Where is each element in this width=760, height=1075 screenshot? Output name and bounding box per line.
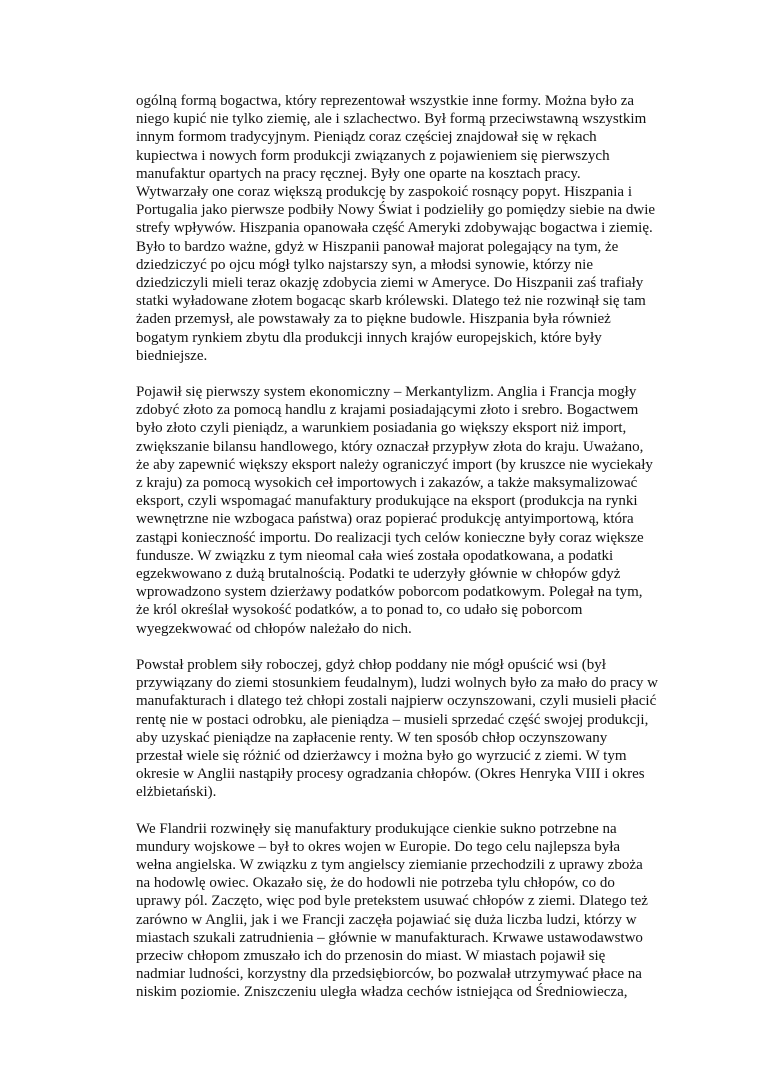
text-line: miastach szukali zatrudnienia – głównie w manufakturach. Krwawe ustawodawstwo (136, 929, 643, 946)
text-line: innym formom tradycyjnym. Pieniądz coraz częściej znajdował się w rękach (136, 129, 597, 146)
paragraph-4 (136, 820, 681, 1002)
text-line: biedniejsze. (136, 347, 208, 364)
text-line: fundusze. W związku z tym nieomal cała wieś została opodatkowana, a podatki (136, 547, 614, 564)
text-line: okresie w Anglii nastąpiły procesy ogradzania chłopów. (Okres Henryka VIII i okres (136, 766, 645, 783)
text-line: na hodowlę owiec. Okazało się, że do hodowli nie potrzeba tylu chłopów, co do (136, 875, 615, 892)
text-line: z kraju) za pomocą wysokich ceł importowych i zakazów, a także maksymalizować (136, 475, 638, 492)
text-line: zdobyć złoto za pomocą handlu z krajami posiadającymi złoto i srebro. Bogactwem (136, 402, 639, 419)
text-line: niskim poziomie. Zniszczeniu uległa władza cechów istniejąca od Średniowiecza, (136, 984, 628, 1001)
text-line: że król określał wysokość podatków, a to ponad to, co udało się poborcom (136, 602, 583, 619)
text-line: manufakturach i dlatego też chłopi zostali najpierw oczynszowani, czyli musieli płacić (136, 693, 657, 710)
text-line: że aby zapewnić większy eksport należy ograniczyć import (by kruszce nie wyciekały (136, 456, 653, 473)
text-line: wewnętrzne nie wzbogaca państwa) oraz popierać produkcję antyimportową, która (136, 511, 634, 528)
paragraph-3 (136, 656, 681, 802)
text-line: wełna angielska. W związku z tym angielscy ziemianie przechodzili z uprawy zboża (136, 856, 643, 873)
text-line: żaden przemysł, ale powstawały za to piękne budowle. Hiszpania była również (136, 311, 611, 328)
text-line: wyegzekwować od chłopów należało do nich. (136, 620, 412, 637)
document-body (136, 92, 681, 1020)
text-line: egzekwowano z dużą brutalnością. Podatki te uderzyły głównie w chłopów gdyż (136, 566, 621, 583)
text-line: zwiększanie bilansu handlowego, który oznaczał przypływ złota do kraju. Uważano, (136, 438, 644, 455)
text-line: dziedziczyć po ojcu mógł tylko najstarszy syn, a młodsi synowie, którzy nie (136, 256, 593, 273)
paragraph-2 (136, 383, 681, 638)
text-line: strefy wpływów. Hiszpania opanowała część Ameryki zdobywając bogactwa i ziemię. (136, 220, 653, 237)
text-line: Portugalia jako pierwsze podbiły Nowy Świat i podzieliły go pomiędzy siebie na dwie (136, 202, 656, 219)
text-line: manufaktur opartych na pracy ręcznej. Były one oparte na kosztach pracy. (136, 165, 581, 182)
text-line: rentę nie w postaci odrobku, ale pieniądza – musieli sprzedać część swojej produkcji, (136, 711, 649, 728)
text-line: mundury wojskowe – był to okres wojen w Europie. Do tego celu najlepsza była (136, 838, 621, 855)
paragraph-1 (136, 92, 681, 365)
text-line: uprawy pól. Zaczęto, więc pod byle pretekstem usuwać chłopów z ziemi. Dlatego też (136, 893, 648, 910)
text-line: było złoto czyli pieniądz, a warunkiem posiadania go większy eksport niż import, (136, 420, 627, 437)
text-line: Wytwarzały one coraz większą produkcję by zaspokoić rosnący popyt. Hiszpania i (136, 184, 632, 201)
text-line: statki wyładowane złotem bogacąc skarb królewski. Dlatego też nie rozwinął się tam (136, 293, 646, 310)
text-line: elżbietański). (136, 784, 217, 801)
text-line: Było to bardzo ważne, gdyż w Hiszpanii panował majorat polegający na tym, że (136, 238, 619, 255)
text-line: eksport, czyli wspomagać manufaktury produkujące na eksport (produkcja na rynki (136, 493, 638, 510)
text-line: dziedziczyli mieli teraz okazję zdobycia ziemi w Ameryce. Do Hiszpanii zaś trafiały (136, 275, 644, 292)
text-line: przestał wiele się różnić od dzierżawcy i można było go wyrzucić z ziemi. W tym (136, 747, 627, 764)
text-line: bogatym rynkiem zbytu dla produkcji innych krajów europejskich, które były (136, 329, 602, 346)
text-line: Pojawił się pierwszy system ekonomiczny – Merkantylizm. Anglia i Francja mogły (136, 384, 637, 401)
text-line: przeciw chłopom zmuszało ich do przenosin do miast. W miastach pojawił się (136, 947, 606, 964)
text-line: We Flandrii rozwinęły się manufaktury produkujące cienkie sukno potrzebne na (136, 820, 617, 837)
text-line: kupiectwa i nowych form produkcji związanych z pojawieniem się pierwszych (136, 147, 610, 164)
text-line: wprowadzono system dzierżawy podatków poborcom podatkowym. Polegał na tym, (136, 584, 643, 601)
text-line: Powstał problem siły roboczej, gdyż chłop poddany nie mógł opuścić wsi (był (136, 656, 606, 673)
text-line: zastąpi konieczność importu. Do realizacji tych celów konieczne były coraz większe (136, 529, 644, 546)
text-line: przywiązany do ziemi stosunkiem feudalnym), ludzi wolnych było za mało do pracy w (136, 675, 658, 692)
text-line: niego kupić nie tylko ziemię, ale i szlachectwo. Był formą przeciwstawną wszystkim (136, 111, 647, 128)
text-line: aby uzyskać pieniądze na zapłacenie renty. W ten sposób chłop oczynszowany (136, 729, 608, 746)
text-line: zarówno w Anglii, jak i we Francji zaczęła pojawiać się duża liczba ludzi, którzy w (136, 911, 637, 928)
text-line: nadmiar ludności, korzystny dla przedsiębiorców, bo pozwalał utrzymywać płace na (136, 966, 642, 983)
text-line: ogólną formą bogactwa, który reprezentował wszystkie inne formy. Można było za (136, 93, 635, 109)
